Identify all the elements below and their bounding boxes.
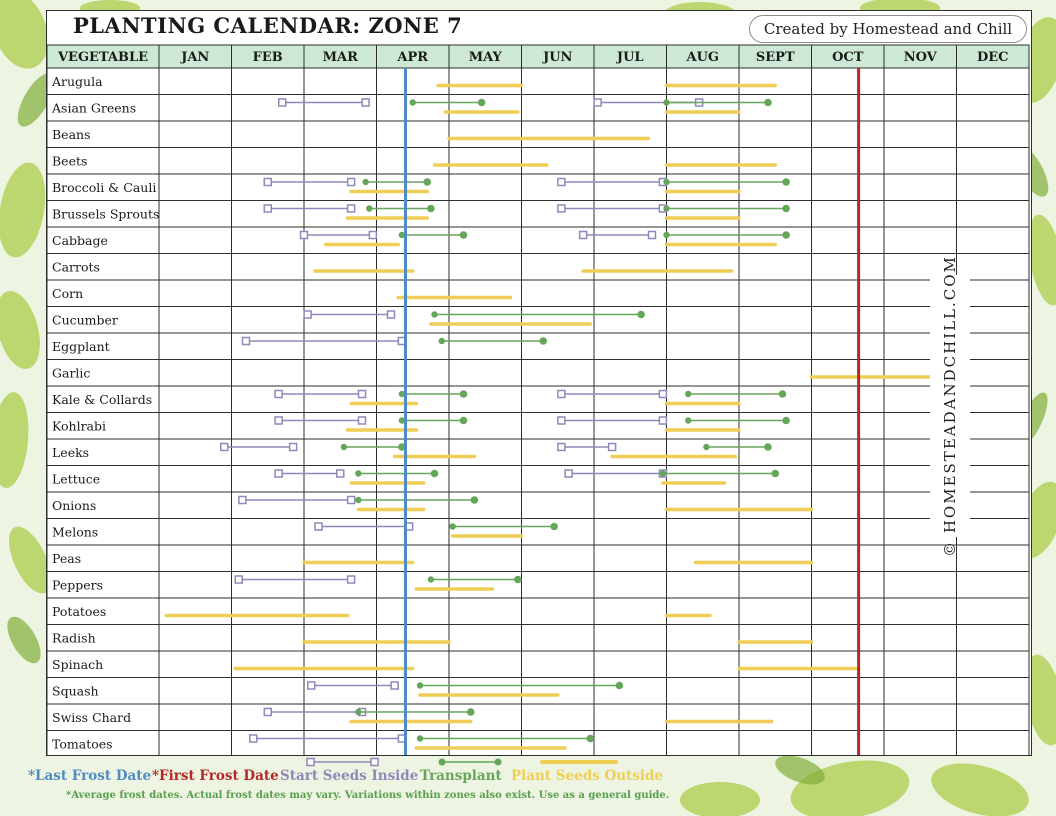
- footnote: *Average frost dates. Actual frost dates may vary. Variations within zones also exist. Use as a general guide.: [66, 790, 670, 801]
- watermark-text: © HOMESTEADANDCHILL.COM: [941, 255, 959, 557]
- transplant-start-marker: [685, 391, 691, 397]
- start-inside-marker: [275, 391, 282, 398]
- row-label: Melons: [52, 524, 99, 540]
- row-label: Kohlrabi: [52, 418, 107, 434]
- start-inside-marker: [239, 497, 246, 504]
- transplant-end-marker: [423, 178, 431, 186]
- transplant-end-marker: [478, 99, 486, 107]
- start-inside-marker: [308, 682, 315, 689]
- transplant-start-marker: [449, 523, 455, 529]
- row-label: Brussels Sprouts: [52, 206, 160, 222]
- legend-symbols: [0, 756, 1056, 770]
- transplant-end-marker: [550, 523, 558, 531]
- legend-first-frost: *First Frost Date: [152, 768, 279, 784]
- start-inside-marker: [348, 205, 355, 212]
- month-header-may: MAY: [468, 50, 502, 65]
- transplant-start-marker: [663, 99, 669, 105]
- legend-last-frost: *Last Frost Date: [28, 768, 152, 784]
- row-label: Garlic: [52, 365, 91, 381]
- start-inside-marker: [558, 179, 565, 186]
- start-inside-marker: [264, 709, 271, 716]
- transplant-start-marker: [366, 205, 372, 211]
- start-inside-marker: [275, 470, 282, 477]
- legend: [0, 756, 1056, 816]
- start-inside-marker: [315, 523, 322, 530]
- start-inside-marker: [304, 311, 311, 318]
- transplant-start-marker: [417, 682, 423, 688]
- page-title: PLANTING CALENDAR: ZONE 7: [73, 13, 463, 38]
- row-label: Kale & Collards: [52, 392, 153, 407]
- transplant-end-marker: [782, 178, 790, 186]
- row-label: Eggplant: [52, 339, 110, 354]
- start-inside-marker: [558, 205, 565, 212]
- month-header-oct: OCT: [832, 50, 864, 65]
- legend-start-inside: Start Seeds Inside: [280, 768, 419, 784]
- row-label: Beans: [52, 127, 91, 142]
- transplant-end-marker: [460, 231, 468, 239]
- transplant-start-marker: [355, 709, 361, 715]
- start-inside-marker: [558, 444, 565, 451]
- month-header-jun: JUN: [543, 50, 573, 65]
- row-label: Spinach: [52, 657, 104, 672]
- row-label: Asian Greens: [52, 100, 137, 116]
- month-header-mar: MAR: [322, 50, 358, 65]
- month-header-apr: APR: [397, 50, 429, 65]
- transplant-end-marker: [764, 99, 772, 107]
- transplant-end-marker: [779, 390, 787, 398]
- transplant-end-marker: [431, 470, 439, 478]
- transplant-end-marker: [782, 231, 790, 239]
- start-inside-marker: [594, 99, 601, 106]
- start-inside-marker: [221, 444, 228, 451]
- row-label: Potatoes: [52, 604, 107, 619]
- start-inside-marker: [290, 444, 297, 451]
- column-header-vegetable: VEGETABLE: [57, 50, 149, 65]
- transplant-end-marker: [514, 576, 522, 584]
- row-label: Broccoli & Cauli: [52, 180, 157, 195]
- transplant-start-marker: [431, 311, 437, 317]
- transplant-end-marker: [539, 337, 547, 345]
- legend-inside-end-marker: [371, 759, 378, 766]
- start-inside-marker: [337, 470, 344, 477]
- transplant-start-marker: [663, 179, 669, 185]
- start-inside-marker: [243, 338, 250, 345]
- transplant-start-marker: [660, 470, 666, 476]
- transplant-end-marker: [637, 311, 645, 319]
- row-label: Squash: [52, 683, 99, 699]
- transplant-start-marker: [410, 99, 416, 105]
- start-inside-marker: [369, 232, 376, 239]
- website-watermark: [930, 255, 970, 557]
- row-label: Cabbage: [52, 233, 108, 248]
- start-inside-marker: [264, 205, 271, 212]
- row-label: Beets: [52, 153, 88, 169]
- legend-plant-outside: Plant Seeds Outside: [511, 768, 664, 784]
- start-inside-marker: [558, 391, 565, 398]
- credit-badge: Created by Homestead and Chill: [749, 15, 1027, 43]
- transplant-start-marker: [663, 205, 669, 211]
- start-inside-marker: [558, 417, 565, 424]
- month-header-jan: JAN: [181, 50, 210, 65]
- row-label: Swiss Chard: [52, 710, 132, 725]
- row-label: Corn: [52, 286, 84, 301]
- start-inside-marker: [649, 232, 656, 239]
- transplant-start-marker: [703, 444, 709, 450]
- start-inside-marker: [565, 470, 572, 477]
- row-label: Tomatoes: [52, 736, 113, 752]
- transplant-start-marker: [341, 444, 347, 450]
- start-inside-marker: [362, 99, 369, 106]
- start-inside-marker: [609, 444, 616, 451]
- transplant-start-marker: [355, 497, 361, 503]
- planting-grid: [47, 11, 1031, 755]
- start-inside-marker: [301, 232, 308, 239]
- legend-transplant: Transplant: [420, 768, 502, 784]
- transplant-end-marker: [616, 682, 624, 690]
- transplant-start-marker: [362, 179, 368, 185]
- transplant-end-marker: [427, 205, 435, 213]
- start-inside-marker: [659, 391, 666, 398]
- planting-calendar-sheet: [46, 10, 1032, 756]
- row-label: Onions: [52, 498, 97, 513]
- start-inside-marker: [388, 311, 395, 318]
- start-inside-marker: [348, 497, 355, 504]
- transplant-end-marker: [782, 205, 790, 213]
- row-label: Arugula: [52, 74, 103, 89]
- legend-transplant-end-marker: [495, 759, 502, 766]
- start-inside-marker: [279, 99, 286, 106]
- start-inside-marker: [348, 576, 355, 583]
- transplant-end-marker: [471, 496, 479, 504]
- month-header-jul: JUL: [616, 50, 644, 65]
- legend-inside-start-marker: [307, 759, 314, 766]
- start-inside-marker: [250, 735, 257, 742]
- row-label: Lettuce: [52, 471, 101, 487]
- start-inside-marker: [580, 232, 587, 239]
- legend-transplant-start-marker: [439, 759, 446, 766]
- start-inside-marker: [348, 179, 355, 186]
- row-label: Radish: [52, 630, 96, 646]
- start-inside-marker: [359, 391, 366, 398]
- transplant-start-marker: [663, 232, 669, 238]
- transplant-start-marker: [439, 338, 445, 344]
- start-inside-marker: [264, 179, 271, 186]
- transplant-end-marker: [467, 708, 475, 716]
- start-inside-marker: [359, 417, 366, 424]
- month-header-aug: AUG: [686, 50, 720, 65]
- start-inside-marker: [235, 576, 242, 583]
- month-header-nov: NOV: [903, 50, 937, 65]
- transplant-end-marker: [764, 443, 772, 451]
- transplant-start-marker: [428, 576, 434, 582]
- row-label: Peas: [52, 551, 82, 566]
- row-label: Peppers: [52, 577, 104, 593]
- month-header-feb: FEB: [252, 50, 283, 65]
- transplant-end-marker: [782, 417, 790, 425]
- transplant-start-marker: [417, 735, 423, 741]
- month-header-dec: DEC: [976, 50, 1009, 65]
- start-inside-marker: [391, 682, 398, 689]
- row-label: Cucumber: [52, 312, 118, 328]
- row-label: Carrots: [52, 259, 100, 275]
- month-header-sept: SEPT: [755, 50, 795, 65]
- start-inside-marker: [659, 417, 666, 424]
- start-inside-marker: [275, 417, 282, 424]
- transplant-start-marker: [685, 417, 691, 423]
- transplant-end-marker: [587, 735, 595, 743]
- transplant-end-marker: [460, 390, 468, 398]
- row-label: Leeks: [52, 445, 90, 460]
- transplant-end-marker: [460, 417, 468, 425]
- transplant-end-marker: [771, 470, 779, 478]
- transplant-start-marker: [355, 470, 361, 476]
